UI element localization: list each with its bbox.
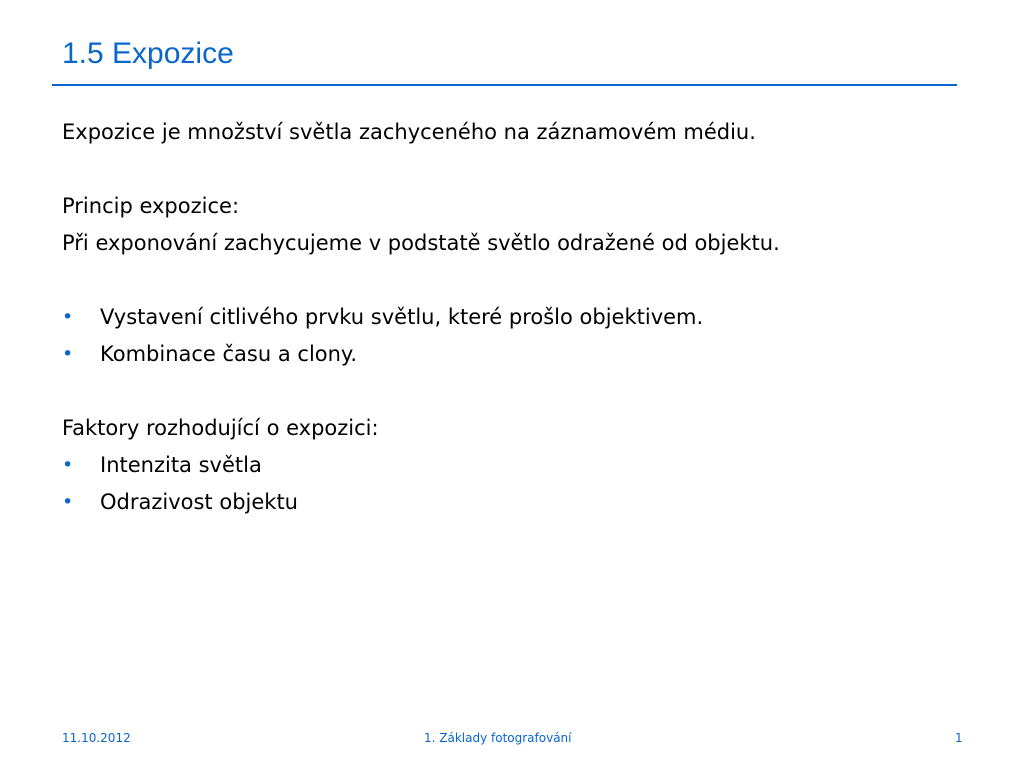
bullet-text: Kombinace času a clony. [100, 342, 358, 366]
list-item [62, 336, 962, 373]
bullet-text: Odrazivost objektu [100, 490, 298, 514]
definition-text: Expozice je množství světla zachyceného na záznamovém médiu. [62, 120, 756, 144]
page-number: 1 [955, 731, 963, 745]
spacer [62, 373, 962, 410]
bullet-text: Vystavení citlivého prvku světlu, které prošlo objektivem. [100, 305, 704, 329]
title-divider [52, 84, 957, 86]
factors-bullet-list [62, 447, 962, 521]
factors-heading: Faktory rozhodující o expozici: [62, 416, 379, 440]
list-item [62, 484, 962, 521]
bullet-icon: • [62, 343, 74, 365]
spacer [62, 151, 962, 188]
slide-title: 1.5 Expozice [62, 37, 234, 70]
footer-section-title: 1. Základy fotografování [424, 731, 572, 745]
bullet-icon: • [62, 491, 74, 513]
bullet-text: Intenzita světla [100, 453, 262, 477]
principle-text: Při exponování zachycujeme v podstatě světlo odražené od objektu. [62, 231, 780, 255]
slide-body [62, 114, 962, 521]
bullet-icon: • [62, 306, 74, 328]
principle-bullet-list [62, 299, 962, 373]
footer-date: 11.10.2012 [62, 731, 131, 745]
spacer [62, 262, 962, 299]
principle-heading: Princip expozice: [62, 194, 240, 218]
list-item [62, 447, 962, 484]
list-item [62, 299, 962, 336]
bullet-icon: • [62, 454, 74, 476]
